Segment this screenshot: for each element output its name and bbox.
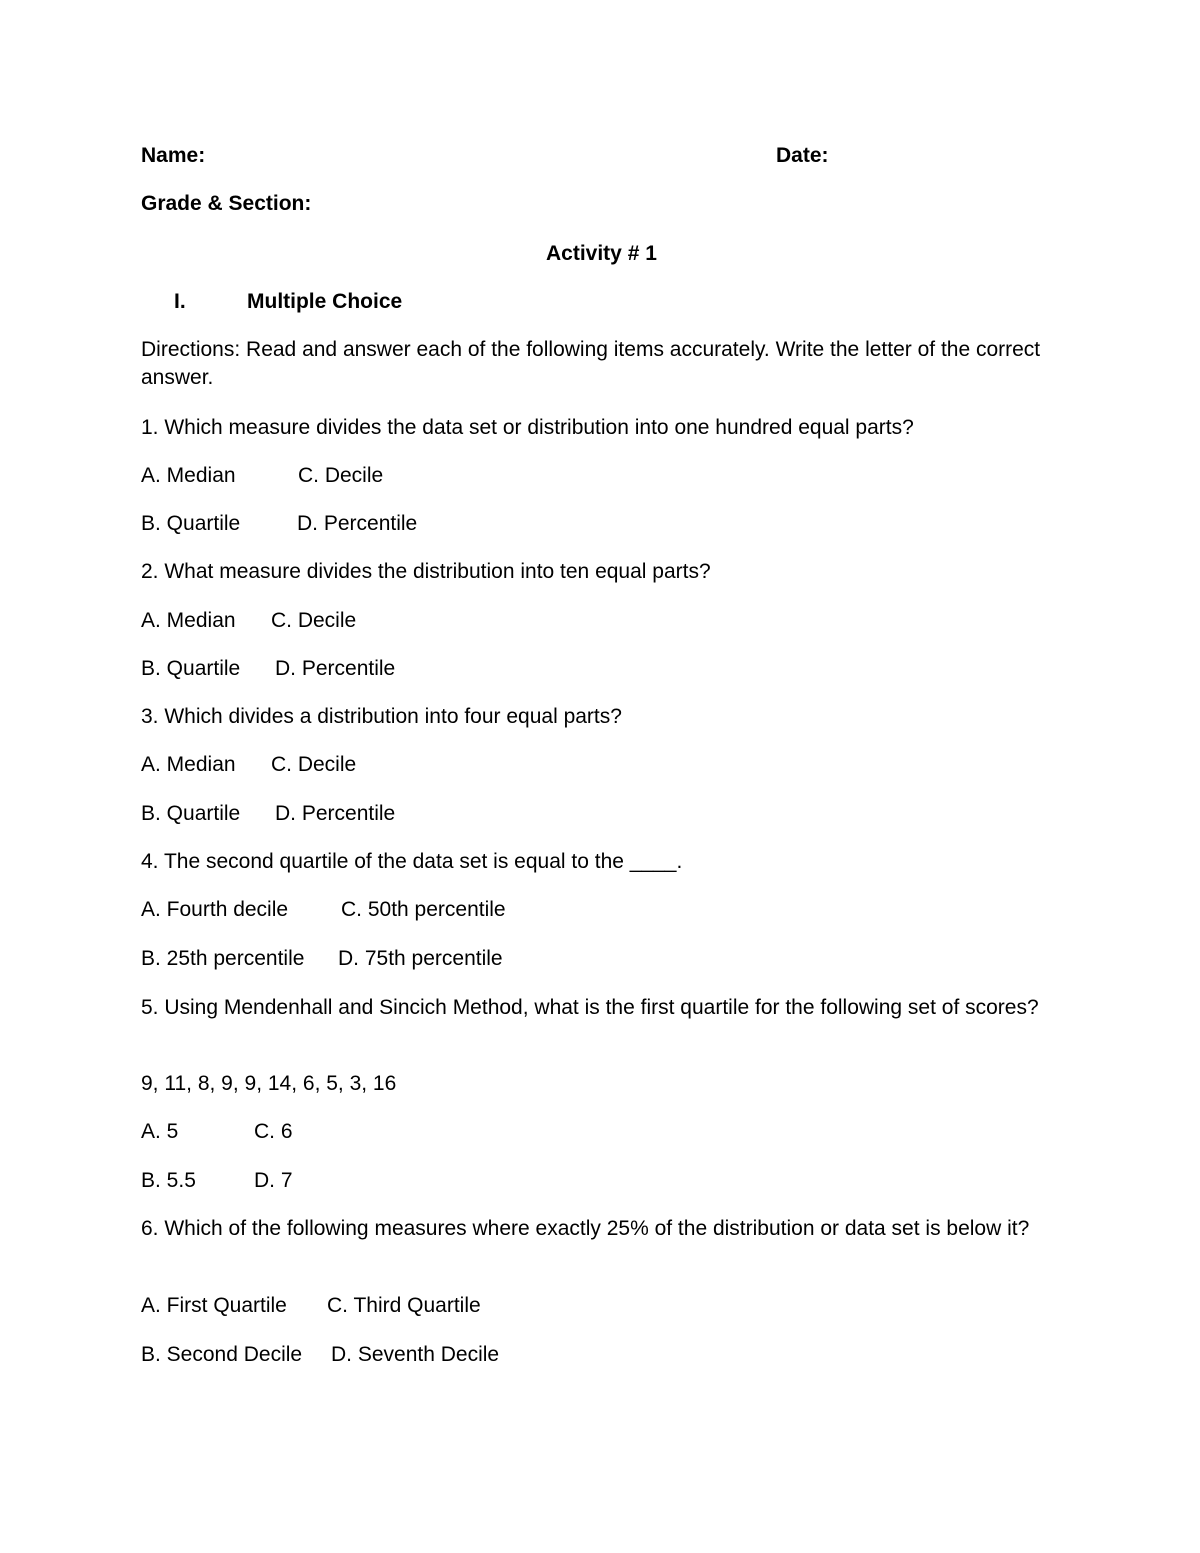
date-label: Date:	[776, 144, 829, 167]
question-1-option-d: D. Percentile	[297, 512, 418, 535]
question-3-option-b: B. Quartile	[141, 802, 241, 825]
section-title: Multiple Choice	[247, 290, 403, 313]
question-2-option-b: B. Quartile	[141, 657, 241, 680]
question-2-option-c: C. Decile	[271, 609, 357, 632]
question-1-option-c: C. Decile	[298, 464, 384, 487]
question-1-option-b: B. Quartile	[141, 512, 241, 535]
question-4-option-a: A. Fourth decile	[141, 898, 289, 921]
question-1-text: 1. Which measure divides the data set or distribution into one hundred equal parts?	[141, 416, 914, 439]
question-3-text: 3. Which divides a distribution into four equal parts?	[141, 705, 622, 728]
question-4-option-b: B. 25th percentile	[141, 947, 305, 970]
activity-title: Activity # 1	[546, 242, 657, 265]
section-numeral: I.	[174, 290, 186, 313]
name-label: Name:	[141, 144, 206, 167]
question-6-option-d: D. Seventh Decile	[331, 1343, 500, 1366]
question-5-data: 9, 11, 8, 9, 9, 14, 6, 5, 3, 16	[141, 1072, 397, 1095]
question-6-option-b: B. Second Decile	[141, 1343, 303, 1366]
question-5-option-c: C. 6	[254, 1120, 293, 1143]
question-2-option-a: A. Median	[141, 609, 236, 632]
directions-text: Directions: Read and answer each of the following items accurately. Write the letter of the correct answer.	[141, 338, 1041, 389]
question-2-option-d: D. Percentile	[275, 657, 396, 680]
question-6-option-a: A. First Quartile	[141, 1294, 287, 1317]
question-3-option-d: D. Percentile	[275, 802, 396, 825]
question-6-option-c: C. Third Quartile	[327, 1294, 481, 1317]
grade-section-label: Grade & Section:	[141, 192, 312, 215]
question-2-text: 2. What measure divides the distribution into ten equal parts?	[141, 560, 711, 583]
question-4-option-c: C. 50th percentile	[341, 898, 506, 921]
question-5-option-d: D. 7	[254, 1169, 293, 1192]
question-5-text: 5. Using Mendenhall and Sincich Method, what is the first quartile for the following set of scores?	[141, 996, 1039, 1019]
question-5-option-b: B. 5.5	[141, 1169, 196, 1192]
question-4-text: 4. The second quartile of the data set is equal to the ____.	[141, 850, 683, 873]
question-5-option-a: A. 5	[141, 1120, 179, 1143]
question-1-option-a: A. Median	[141, 464, 236, 487]
question-3-option-c: C. Decile	[271, 753, 357, 776]
question-3-option-a: A. Median	[141, 753, 236, 776]
question-6-text: 6. Which of the following measures where exactly 25% of the distribution or data set is below it?	[141, 1217, 1030, 1240]
question-4-option-d: D. 75th percentile	[338, 947, 503, 970]
